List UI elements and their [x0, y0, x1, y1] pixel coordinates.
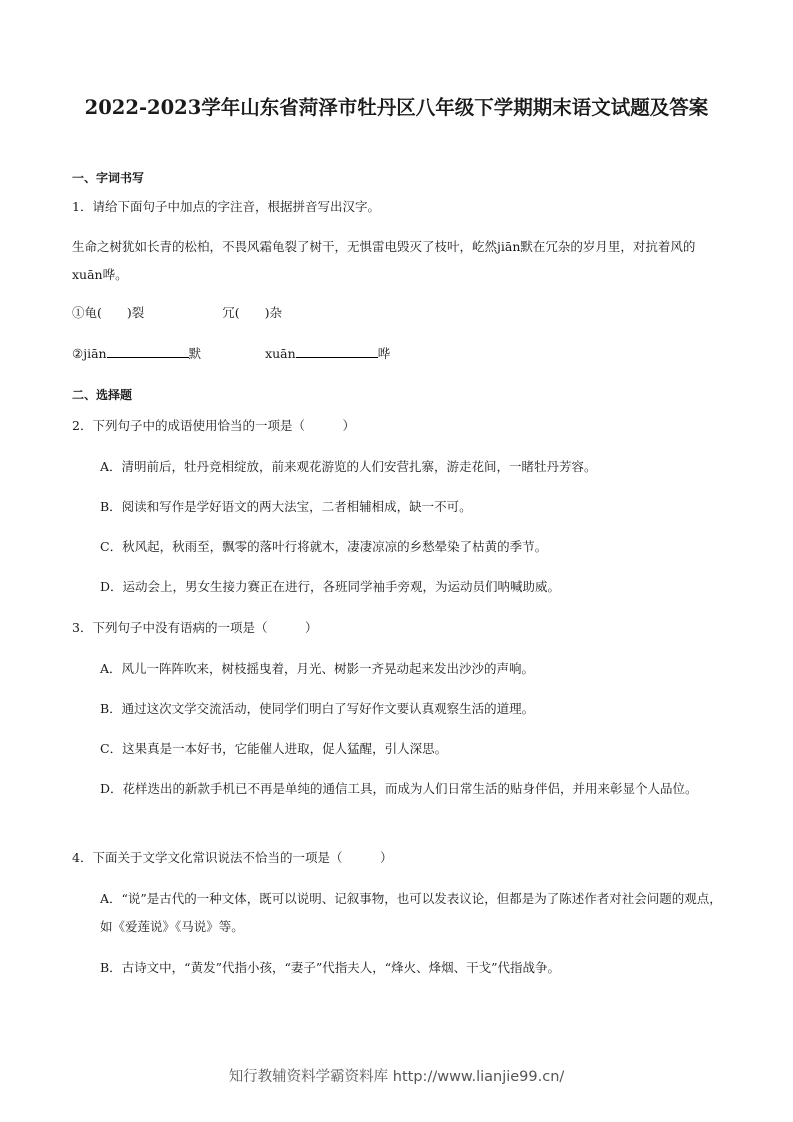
q1-sub1-b: 冗( )杂: [222, 305, 282, 320]
q2-option-a: A．清明前后，牡丹竞相绽放，前来观花游览的人们安营扎寨，游走花间，一睹牡丹芳容。: [100, 459, 597, 474]
q2-option-c: C．秋风起，秋雨至，飘零的落叶行将就木，凄凄凉凉的乡愁晕染了枯黄的季节。: [100, 539, 548, 554]
q3-option-d: D．花样迭出的新款手机已不再是单纯的通信工具，而成为人们日常生活的贴身伴侣，并用来彰显个人品位。: [100, 781, 698, 796]
answer-blank[interactable]: [296, 345, 378, 358]
section2-heading: 二、选择题: [72, 388, 133, 402]
q2-prompt: 2．下列句子中的成语使用恰当的一项是（ ）: [72, 418, 355, 433]
q1-sub2-a-post: 默: [188, 346, 202, 361]
q1-sub1: [72, 305, 282, 321]
q1-passage: 生命之树犹如长青的松柏，不畏风霜龟裂了树干，无惧雷电毁灭了枝叶，屹然jiān默在冗杂的岁月里，对抗着风的xuān哗。: [72, 239, 696, 282]
q3-option-a: A．风儿一阵阵吹来，树枝摇曳着，月光、树影一齐晃动起来发出沙沙的声响。: [100, 661, 535, 676]
answer-blank[interactable]: [107, 345, 189, 358]
q1-prompt: 1．请给下面句子中加点的字注音，根据拼音写出汉字。: [72, 199, 380, 214]
q1-sub1-a: ①龟( )裂: [72, 305, 145, 320]
q3-prompt: 3．下列句子中没有语病的一项是（ ）: [72, 620, 318, 635]
q1-sub2-a-pre: ②jiān: [72, 346, 107, 361]
q3-option-b: B．通过这次文学交流活动，使同学们明白了写好作文要认真观察生活的道理。: [100, 701, 535, 716]
q1-sub2-b-post: 哗: [377, 346, 391, 361]
page-footer: 知行教辅资料学霸资料库 http://www.lianjie99.cn/: [228, 1069, 565, 1085]
q1-sub2-b-pre: xuān: [265, 346, 296, 361]
q4-option-a: A．“说”是古代的一种文体，既可以说明、记叙事物，也可以发表议论，但都是为了陈述作者对社会问题的观点，如《爱莲说》《马说》等。: [100, 891, 722, 934]
q2-option-b: B．阅读和写作是学好语文的两大法宝，二者相辅相成，缺一不可。: [100, 499, 472, 514]
q4-option-b: B．古诗文中，“黄发”代指小孩，“妻子”代指夫人，“烽火、烽烟、干戈”代指战争。: [100, 960, 561, 975]
page-title: 2022-2023学年山东省菏泽市牡丹区八年级下学期期末语文试题及答案: [84, 96, 709, 119]
q3-option-c: C．这果真是一本好书，它能催人进取，促人猛醒，引人深思。: [100, 741, 448, 756]
q4-prompt: 4．下面关于文学文化常识说法不恰当的一项是（ ）: [72, 850, 393, 865]
section1-heading: 一、字词书写: [72, 171, 145, 185]
q2-option-d: D．运动会上，男女生接力赛正在进行，各班同学袖手旁观，为运动员们呐喊助威。: [100, 579, 561, 594]
q1-sub2: [72, 345, 390, 362]
